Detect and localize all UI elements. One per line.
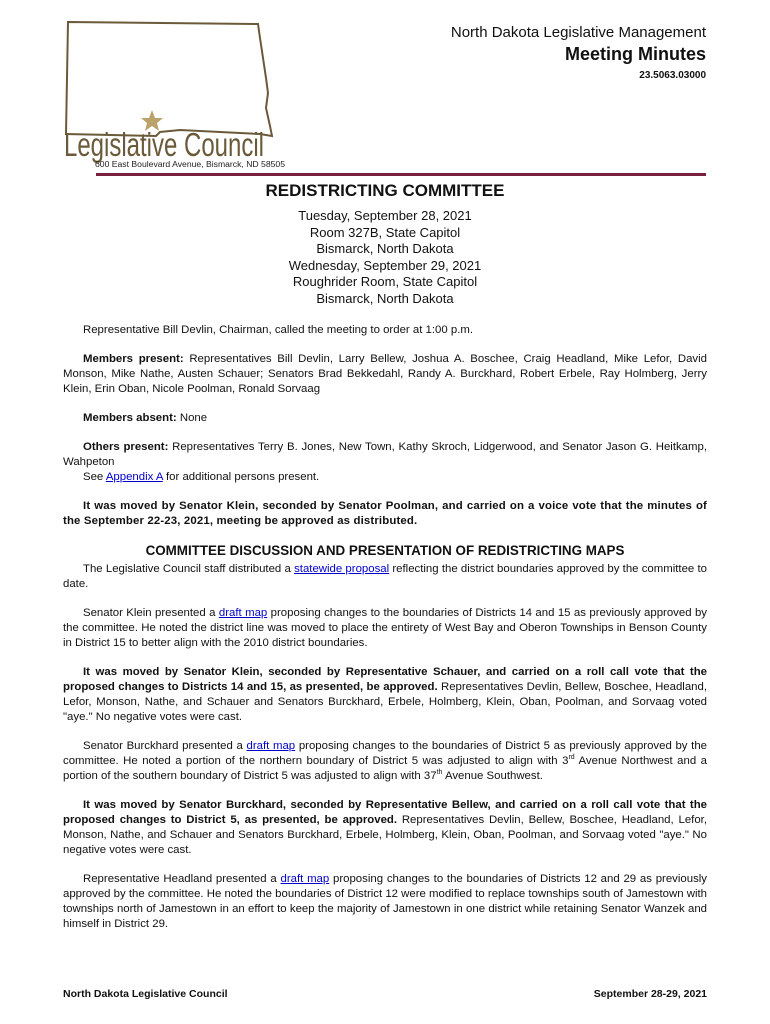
committee-title: REDISTRICTING COMMITTEE	[265, 181, 505, 200]
footer-date: September 28-29, 2021	[593, 988, 707, 1000]
text-span: proposing changes to the boundaries of Districts 12 and 29 as previously approved by the committee. He noted the boundaries of District 12 were modified to replace townships south of Jamestown with townships north of Jamestown in an effort to keep the majority of Jamestown in one district while retaining Senator Wanzek and himself in District 29.	[63, 873, 707, 930]
draft-map-link-districts-12-29[interactable]: draft map	[280, 873, 330, 885]
logo-wordmark: Legislative Council	[64, 126, 264, 163]
burckhard-draft-map-paragraph	[63, 739, 707, 784]
staff-proposal-paragraph	[63, 562, 707, 592]
see-suffix: for additional persons present.	[162, 471, 320, 483]
members-present	[63, 352, 707, 397]
members-present-text: Representatives Bill Devlin, Larry Bellew, Joshua A. Boschee, Craig Headland, Mike Lefor, David Monson, Mike Nathe, Austen Schauer; Senators Brad Bekkedahl, Randy A. Burckhard, Robert Erbele, Ray Holmberg, Jerry Klein, Erin Oban, Nicole Poolman, Ronald Sorvaag	[63, 353, 707, 395]
logo-address: 600 East Boulevard Avenue, Bismarck, ND 58505	[95, 160, 286, 169]
section-heading: COMMITTEE DISCUSSION AND PRESENTATION OF REDISTRICTING MAPS	[145, 543, 625, 558]
members-absent	[63, 411, 707, 426]
text-span: proposing changes to the boundaries of Districts 14 and 15 as previously approved by the committee. He noted the district line was moved to place the entirety of West Bay and Oberon Townships in Benson County in District 15 to better align with the 2010 district boundaries.	[63, 607, 707, 649]
header-org: North Dakota Legislative Management	[450, 24, 706, 41]
draft-map-link-district-5[interactable]: draft map	[246, 740, 296, 752]
appendix-a-link[interactable]: Appendix A	[105, 471, 163, 483]
text-span: Avenue Southwest.	[442, 770, 543, 782]
text-span: proposing changes to the boundaries of District 5 as previously approved by the committee. He noted a portion of the northern boundary of District 5 was adjusted to align with 3	[63, 740, 707, 767]
header-doc-code: 23.5063.03000	[639, 70, 706, 81]
legislative-council-logo	[60, 18, 290, 174]
meeting-info-line: Bismarck, North Dakota	[316, 241, 454, 256]
members-present-label: Members present:	[83, 353, 184, 365]
motion-text: It was moved by Senator Burckhard, seconded by Representative Bellew, and carried on a roll call vote that the proposed changes to District 5, as presented, be approved.	[63, 799, 707, 826]
meeting-info-line: Roughrider Room, State Capitol	[292, 274, 478, 289]
ordinal-suffix: th	[436, 769, 443, 777]
text-span: reflecting the district boundaries approved by the committee to date.	[63, 563, 707, 590]
text-span: Senator Burckhard presented a	[83, 740, 247, 752]
text-span: Senator Klein presented a	[83, 607, 219, 619]
others-present-text: Representatives Terry B. Jones, New Town, Kathy Skroch, Lidgerwood, and Senator Jason G. Heitkamp, Wahpeton	[63, 441, 707, 468]
text-span: The Legislative Council staff distributed a	[83, 563, 295, 575]
ordinal-suffix: rd	[568, 754, 575, 762]
vote-text: Representatives Devlin, Bellew, Boschee, Headland, Lefor, Monson, Nathe, and Schauer and Senators Burckhard, Erbele, Holmberg, Klein, Oban, Poolman, and Sorvaag voted "aye." No negative votes were cast.	[63, 814, 707, 856]
headland-draft-map-paragraph	[63, 872, 707, 932]
motion-approve-minutes	[63, 499, 707, 529]
header-rule	[96, 173, 706, 176]
others-present	[63, 440, 707, 470]
meeting-info-line: Tuesday, September 28, 2021	[298, 208, 472, 223]
draft-map-link-districts-14-15[interactable]: draft map	[218, 607, 268, 619]
motion-district-5	[63, 798, 707, 858]
north-dakota-outline	[66, 22, 272, 136]
header-doc-type: Meeting Minutes	[564, 44, 706, 64]
statewide-proposal-link[interactable]: statewide proposal	[294, 563, 390, 575]
see-appendix	[83, 470, 707, 485]
text-span: Representative Headland presented a	[83, 873, 281, 885]
motion-districts-14-15	[63, 665, 707, 725]
footer-left: North Dakota Legislative Council	[63, 988, 228, 1000]
motion-text: It was moved by Senator Klein, seconded by Representative Schauer, and carried on a roll call vote that the proposed changes to Districts 14 and 15, as presented, be approved.	[63, 666, 707, 693]
minutes-body	[63, 323, 707, 946]
meeting-info-line: Room 327B, State Capitol	[309, 224, 461, 240]
others-present-label: Others present:	[83, 441, 169, 453]
motion-text: It was moved by Senator Klein, seconded by Senator Poolman, and carried on a voice vote that the minutes of the September 22-23, 2021, meeting be approved as distributed.	[63, 500, 707, 527]
text-span: Avenue Northwest and a portion of the southern boundary of District 5 was adjusted to align with 37	[63, 755, 707, 782]
members-absent-text: None	[176, 412, 208, 424]
meeting-info-line: Wednesday, September 29, 2021	[288, 257, 482, 273]
call-to-order: Representative Bill Devlin, Chairman, called the meeting to order at 1:00 p.m.	[83, 324, 474, 336]
vote-text: Representatives Devlin, Bellew, Boschee, Headland, Lefor, Monson, Nathe, and Schauer and Senators Burckhard, Erbele, Holmberg, Klein, Oban, Poolman, and Sorvaag voted "aye." No negative votes were cast.	[63, 681, 708, 723]
meeting-info	[0, 208, 770, 307]
klein-draft-map-paragraph	[63, 606, 707, 651]
see-prefix: See	[83, 471, 106, 483]
members-absent-label: Members absent:	[83, 412, 177, 424]
meeting-info-line: Bismarck, North Dakota	[316, 290, 454, 306]
